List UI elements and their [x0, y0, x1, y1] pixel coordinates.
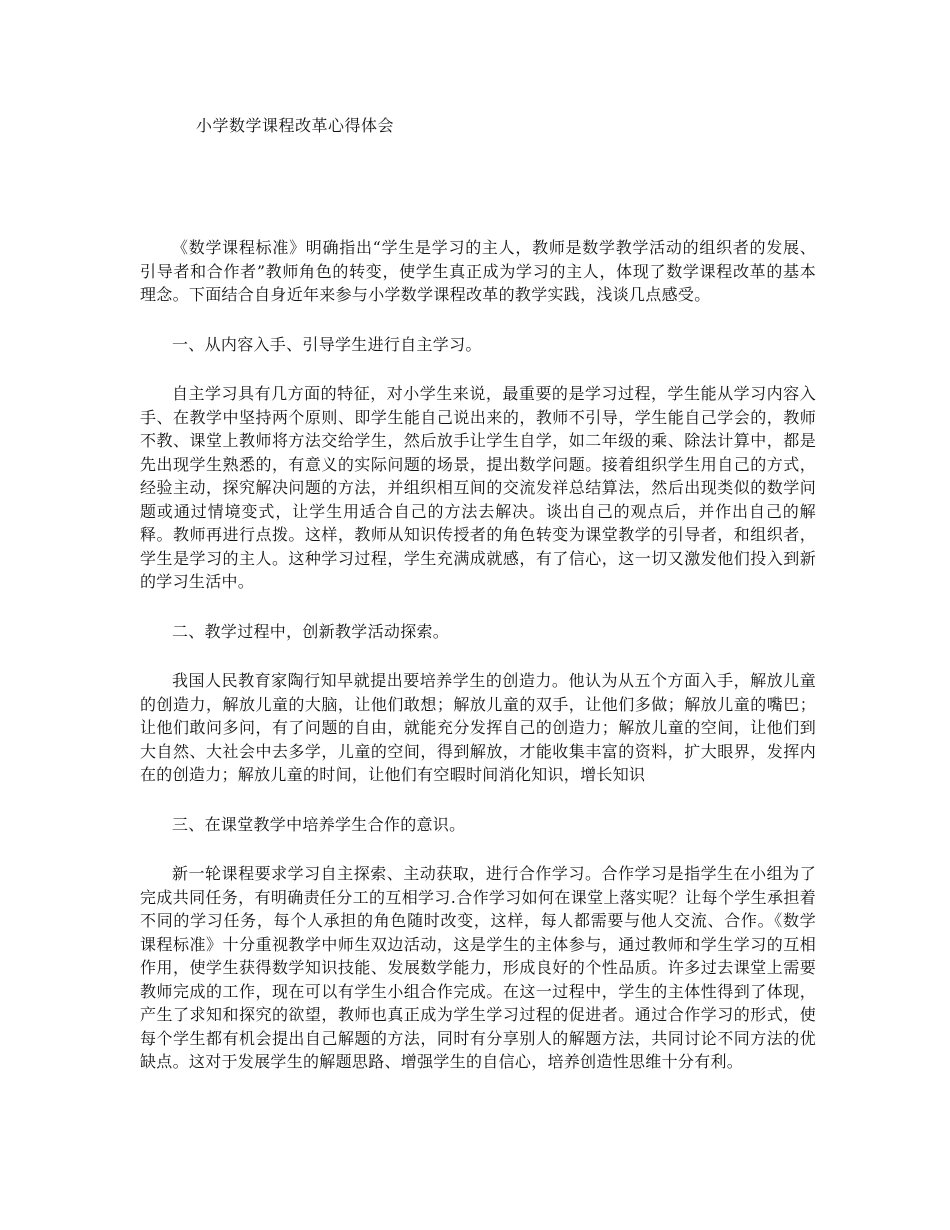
intro-paragraph: 《数学课程标准》明确指出“学生是学习的主人，教师是数学教学活动的组织者的发展、引导者和合作者”教师角色的转变，使学生真正成为学习的主人，体现了数学课程改革的基本理念。下面结合自身近年来参与小学数学课程改革的教学实践，浅谈几点感受。 [140, 238, 816, 304]
section-heading-3: 三、在课堂教学中培养学生合作的意识。 [172, 814, 466, 834]
section-heading-1: 一、从内容入手、引导学生进行自主学习。 [172, 334, 482, 354]
document-title: 小学数学课程改革心得体会 [196, 116, 395, 135]
section-1-paragraph: 自主学习具有几方面的特征，对小学生来说，最重要的是学习过程，学生能从学习内容入手、在教学中坚持两个原则、即学生能自己说出来的，教师不引导，学生能自己学会的，教师不教、课堂上教师将方法交给学生，然后放手让学生自学，如二年级的乘、除法计算中，都是先出现学生熟悉的，有意义的实际问题的场景，提出数学问题。接着组织学生用自己的方式，经验主动，探究解决问题的方法，并组织相互间的交流发祥总结算法，然后出现类似的数学问题或通过情境变式，让学生用适合自己的方法去解决。谈出自己的观点后，并作出自己的解释。教师再进行点拨。这样，教师从知识传授者的角色转变为课堂教学的引导者，和组织者，学生是学习的主人。这种学习过程，学生充满成就感，有了信心，这一切又激发他们投入到新的学习生活中。 [140, 384, 816, 591]
section-2-paragraph: 我国人民教育家陶行知早就提出要培养学生的创造力。他认为从五个方面入手，解放儿童的创造力，解放儿童的大脑，让他们敢想；解放儿童的双手，让他们多做；解放儿童的嘴巴；让他们敢问多问，有了问题的自由，就能充分发挥自己的创造力；解放儿童的空间，让他们到大自然、大社会中去多学，儿童的空间，得到解放，才能收集丰富的资料，扩大眼界，发挥内在的创造力；解放儿童的时间，让他们有空暇时间消化知识，增长知识 [140, 671, 816, 784]
section-heading-2: 二、教学过程中，创新教学活动探索。 [172, 621, 450, 641]
section-3-paragraph: 新一轮课程要求学习自主探索、主动获取，进行合作学习。合作学习是指学生在小组为了完成共同任务，有明确责任分工的互相学习.合作学习如何在课堂上落实呢？让每个学生承担着不同的学习任务，每个人承担的角色随时改变，这样，每人都需要与他人交流、合作。《数学课程标准》十分重视教学中师生双边活动，这是学生的主体参与，通过教师和学生学习的互相作用，使学生获得数学知识技能、发展数学能力，形成良好的个性品质。许多过去课堂上需要教师完成的工作，现在可以有学生小组合作完成。在这一过程中，学生的主体性得到了体现，产生了求知和探究的欲望，教师也真正成为学生学习过程的促进者。通过合作学习的形式，使每个学生都有机会提出自己解题的方法，同时有分享别人的解题方法，共同讨论不同方法的优缺点。这对于发展学生的解题思路、增强学生的自信心，培养创造性思维十分有利。 [140, 864, 816, 1071]
document-body [140, 236, 816, 1100]
